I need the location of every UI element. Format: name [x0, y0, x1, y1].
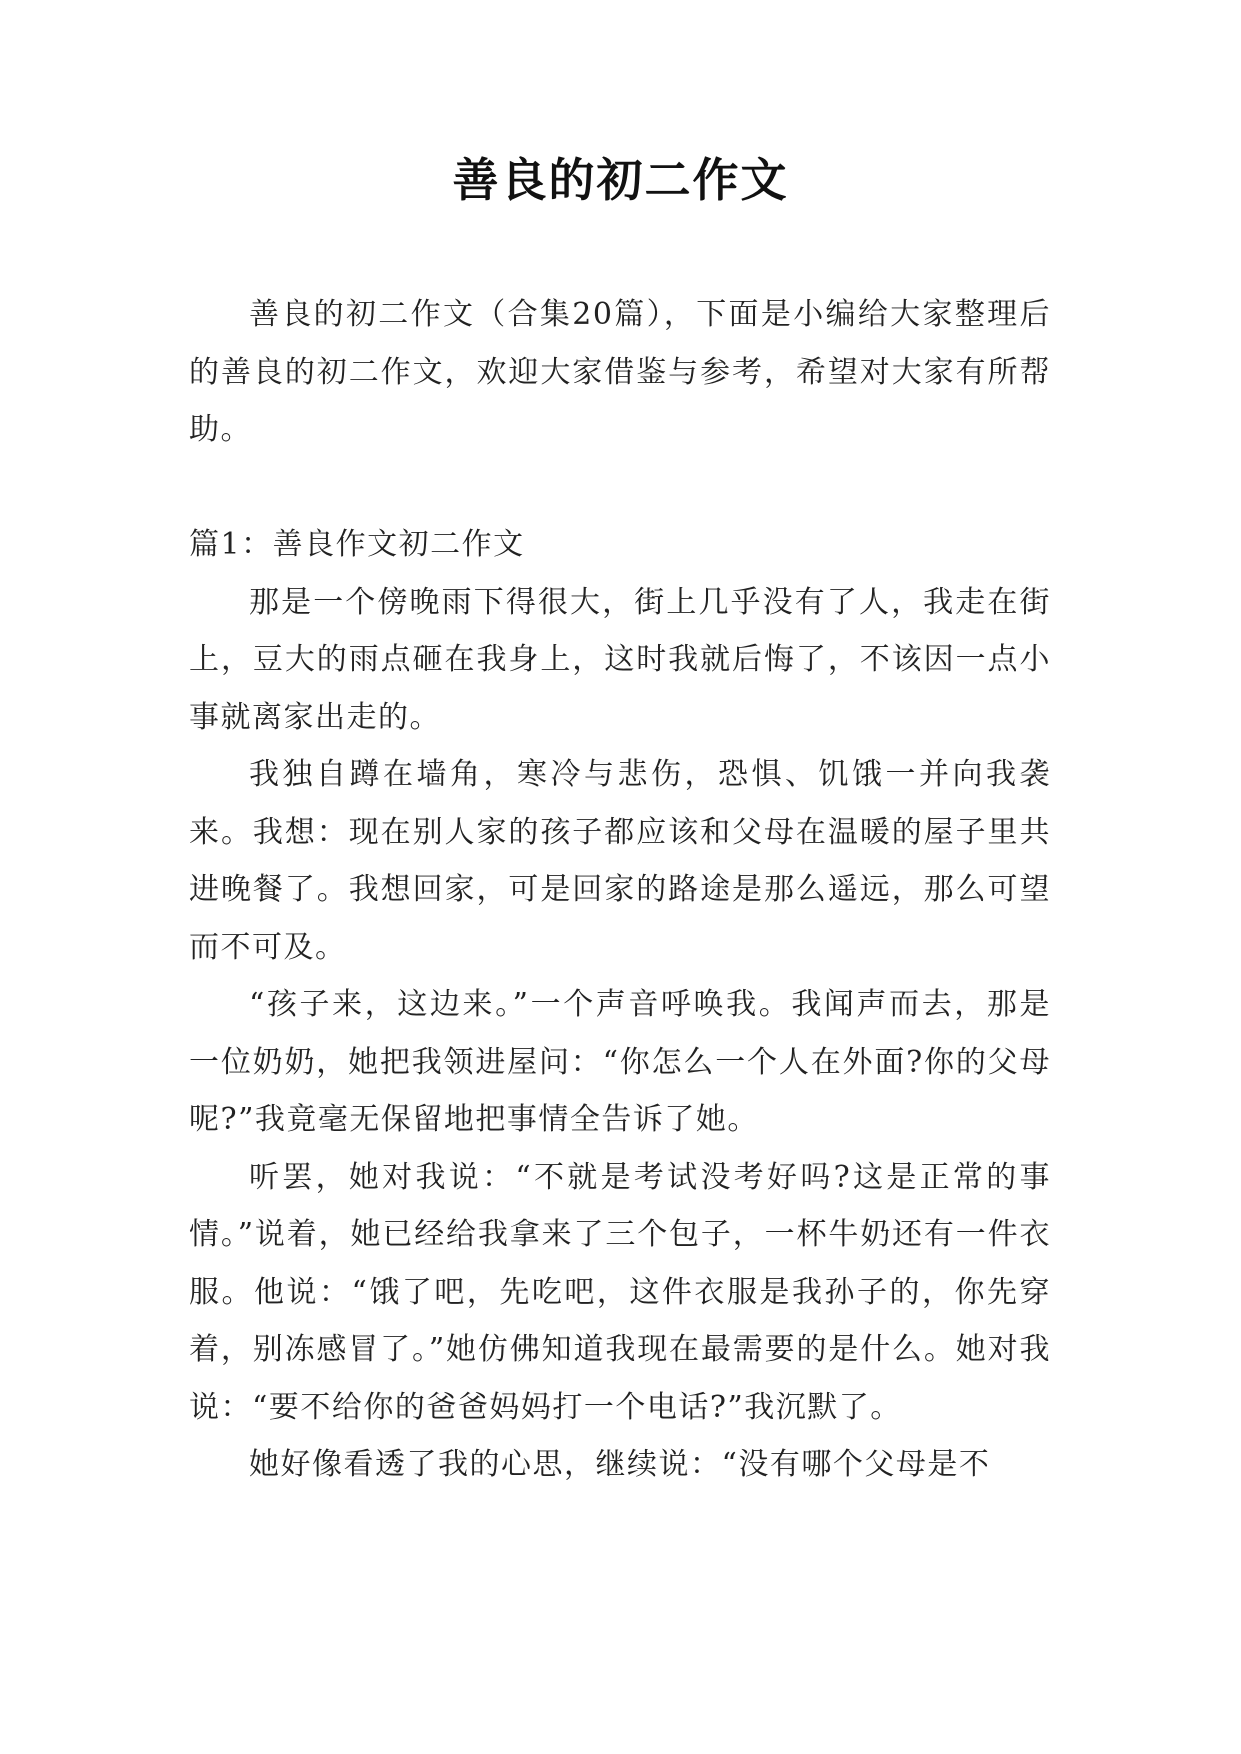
- body-paragraph: 她好像看透了我的心思，继续说：“没有哪个父母是不: [249, 1447, 991, 1482]
- intro-paragraph: 善良的初二作文（合集20篇），下面是小编给大家整理后的善良的初二作文，欢迎大家借鉴与参考，希望对大家有所帮助。: [189, 297, 1051, 447]
- body-paragraph: 听罢，她对我说：“不就是考试没考好吗?这是正常的事情。”说着，她已经给我拿来了三个包子，一杯牛奶还有一件衣服。他说：“饿了吧，先吃吧，这件衣服是我孙子的，你先穿着，别冻感冒了。”她仿佛知道我现在最需要的是什么。她对我说：“要不给你的爸爸妈妈打一个电话?”我沉默了。: [189, 1159, 1051, 1425]
- body-paragraph: “孩子来，这边来。”一个声音呼唤我。我闻声而去，那是一位奶奶，她把我领进屋问：“你怎么一个人在外面?你的父母呢?”我竟毫无保留地把事情全告诉了她。: [189, 987, 1051, 1137]
- body-paragraph: 我独自蹲在墙角，寒冷与悲伤，恐惧、饥饿一并向我袭来。我想：现在别人家的孩子都应该和父母在温暖的屋子里共进晚餐了。我想回家，可是回家的路途是那么遥远，那么可望而不可及。: [189, 757, 1051, 965]
- body-paragraph: 那是一个傍晚雨下得很大，街上几乎没有了人，我走在街上，豆大的雨点砸在我身上，这时我就后悔了，不该因一点小事就离家出走的。: [189, 584, 1051, 735]
- section-heading: 篇1：善良作文初二作文: [189, 527, 525, 562]
- document-title: 善良的初二作文: [452, 153, 789, 207]
- document-body: [189, 286, 1051, 1494]
